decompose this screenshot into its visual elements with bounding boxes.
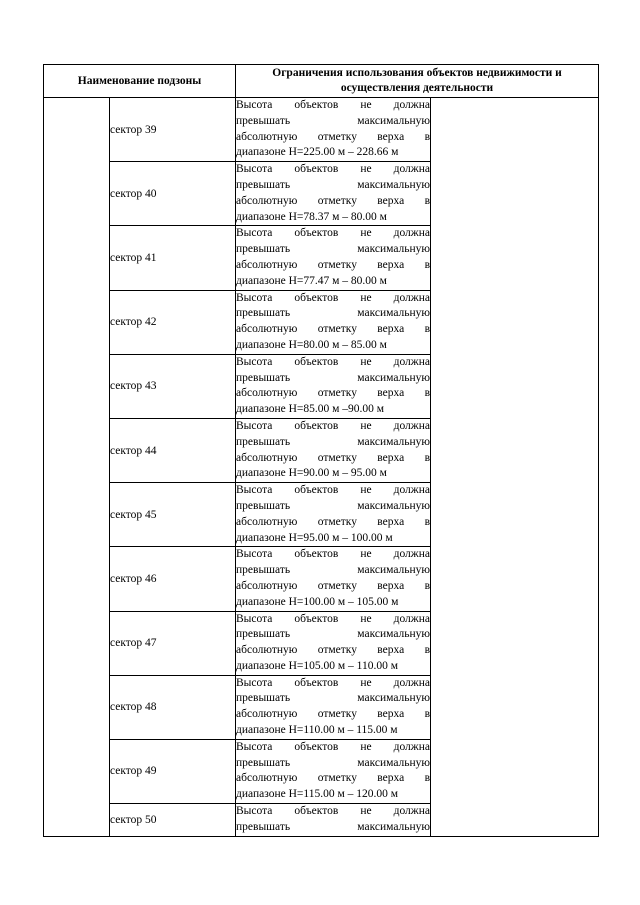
restriction-text-line: абсолютную отметку верха в xyxy=(236,451,431,464)
height-restriction-cell xyxy=(236,418,431,482)
height-restriction-cell xyxy=(236,162,431,226)
restriction-text-line: Высота объектов не должна xyxy=(236,805,431,818)
height-range-text: диапазоне Н=80.00 м – 85.00 м xyxy=(236,338,387,351)
restriction-text-line: абсолютную отметку верха в xyxy=(236,579,431,592)
restriction-text-line: абсолютную отметку верха в xyxy=(236,130,431,143)
restriction-text-line: абсолютную отметку верха в xyxy=(236,194,431,207)
height-range-text: диапазоне Н=110.00 м – 115.00 м xyxy=(236,724,398,737)
restriction-text-line: абсолютную отметку верха в xyxy=(236,515,431,528)
restriction-text-line: абсолютную отметку верха в xyxy=(236,323,431,336)
sector-name-cell: сектор 47 xyxy=(110,611,236,675)
restriction-text-line: абсолютную отметку верха в xyxy=(236,644,431,657)
restriction-text-line: превышать максимальную xyxy=(236,178,431,191)
restriction-text-line: превышать максимальную xyxy=(236,243,431,256)
sector-name-cell: сектор 46 xyxy=(110,547,236,611)
height-restriction-cell xyxy=(236,226,431,290)
restriction-text-line: превышать максимальную xyxy=(236,499,431,512)
restriction-text-line: Высота объектов не должна xyxy=(236,676,431,689)
restriction-text-line: превышать максимальную xyxy=(236,114,431,127)
sector-name-cell: сектор 49 xyxy=(110,739,236,803)
restriction-text-line: превышать максимальную xyxy=(236,307,431,320)
restrictions-blank-cell xyxy=(431,98,599,837)
column-header-subzone-text: Наименование подзоны xyxy=(77,74,202,87)
restriction-text-line: Высота объектов не должна xyxy=(236,355,431,368)
restriction-text-line: абсолютную отметку верха в xyxy=(236,258,431,271)
height-restriction-cell xyxy=(236,675,431,739)
restriction-text-line: превышать максимальную xyxy=(236,371,431,384)
restriction-text-line: превышать максимальную xyxy=(236,564,431,577)
restriction-text-line: превышать максимальную xyxy=(236,628,431,641)
height-restriction-cell xyxy=(236,611,431,675)
height-restriction-cell xyxy=(236,290,431,354)
restriction-text-line: абсолютную отметку верха в xyxy=(236,708,431,721)
column-header-restrictions xyxy=(236,65,599,98)
height-restriction-cell xyxy=(236,98,431,162)
restriction-text-line: Высота объектов не должна xyxy=(236,548,431,561)
height-range-text: диапазоне Н=115.00 м – 120.00 м xyxy=(236,788,399,801)
restriction-text-line: Высота объектов не должна xyxy=(236,740,431,753)
table-row xyxy=(44,98,599,162)
column-header-restrictions-text: Ограничения использования объектов недвижимости и осуществления деятельности xyxy=(272,67,562,94)
height-range-text: диапазоне Н=90.00 м – 95.00 м xyxy=(236,467,387,480)
height-range-text: диапазоне Н=95.00 м – 100.00 м xyxy=(236,531,393,544)
restriction-text-line: Высота объектов не должна xyxy=(236,99,431,111)
height-range-text: диапазоне Н=77.47 м – 80.00 м xyxy=(236,274,387,287)
sector-name-cell: сектор 43 xyxy=(110,354,236,418)
subzone-blank-cell xyxy=(44,98,110,837)
height-restriction-cell xyxy=(236,547,431,611)
sector-name-cell: сектор 42 xyxy=(110,290,236,354)
restriction-text-line: абсолютную отметку верха в xyxy=(236,772,431,785)
height-restriction-cell xyxy=(236,483,431,547)
height-restriction-cell xyxy=(236,804,431,837)
table-header-row xyxy=(44,65,599,98)
restriction-text-line: превышать максимальную xyxy=(236,820,431,833)
sector-name-cell: сектор 39 xyxy=(110,98,236,162)
restriction-text-line: Высота объектов не должна xyxy=(236,163,431,176)
restriction-text-line: превышать максимальную xyxy=(236,692,431,705)
height-range-text: диапазоне Н=85.00 м –90.00 м xyxy=(236,403,385,416)
sector-name-cell: сектор 45 xyxy=(110,483,236,547)
restriction-text-line: Высота объектов не должна xyxy=(236,227,431,240)
restriction-text-line: превышать максимальную xyxy=(236,756,431,769)
restriction-text-line: превышать максимальную xyxy=(236,435,431,448)
sector-name-cell: сектор 41 xyxy=(110,226,236,290)
height-range-text: диапазоне Н=78.37 м – 80.00 м xyxy=(236,210,387,223)
sector-name-cell: сектор 44 xyxy=(110,418,236,482)
height-restriction-cell xyxy=(236,354,431,418)
table-body xyxy=(44,98,599,837)
height-range-text: диапазоне Н=105.00 м – 110.00 м xyxy=(236,659,399,672)
sector-name-cell: сектор 50 xyxy=(110,804,236,837)
sector-name-cell: сектор 40 xyxy=(110,162,236,226)
height-range-text: диапазоне Н=225.00 м – 228.66 м xyxy=(236,146,399,159)
restriction-text-line: Высота объектов не должна xyxy=(236,419,431,432)
restriction-text-line: абсолютную отметку верха в xyxy=(236,387,431,400)
restriction-text-line: Высота объектов не должна xyxy=(236,484,431,497)
restriction-text-line: Высота объектов не должна xyxy=(236,612,431,625)
height-restriction-cell xyxy=(236,739,431,803)
sector-name-cell: сектор 48 xyxy=(110,675,236,739)
column-header-subzone xyxy=(44,65,236,98)
height-range-text: диапазоне Н=100.00 м – 105.00 м xyxy=(236,595,399,608)
restrictions-table xyxy=(43,64,599,837)
restriction-text-line: Высота объектов не должна xyxy=(236,291,431,304)
